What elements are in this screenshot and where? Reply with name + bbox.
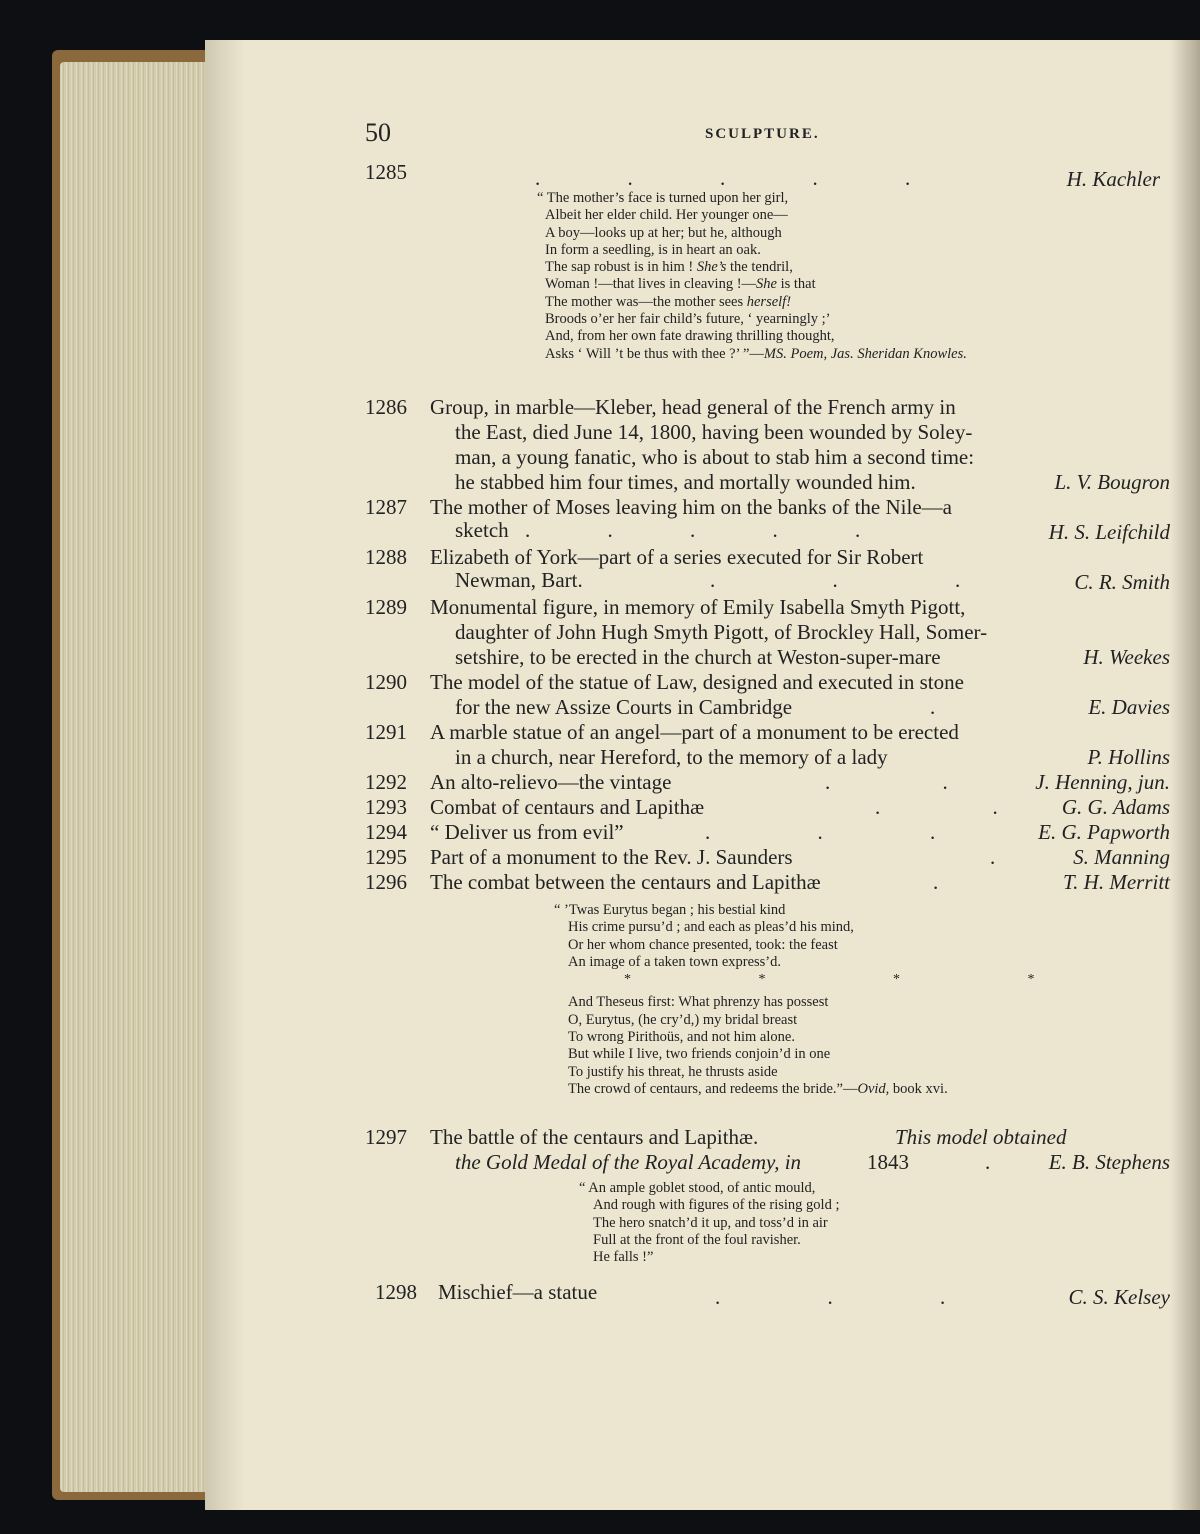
entry-title-line: Group, in marble—Kleber, head general of the French army in bbox=[430, 395, 956, 419]
entry-title-line: Newman, Bart. bbox=[455, 568, 583, 592]
entry-artist: E. Davies bbox=[1088, 695, 1170, 719]
entry-title: “ Deliver us from evil” bbox=[430, 820, 624, 844]
leader-dots: . . . . . bbox=[525, 518, 862, 542]
entry-title-line: he stabbed him four times, and mortally wounded him. bbox=[455, 470, 916, 494]
leader-dots: . . . . . bbox=[535, 166, 912, 190]
entry-title-line: in a church, near Hereford, to the memory of a lady bbox=[455, 745, 888, 769]
entry-number: 1288 bbox=[365, 545, 407, 569]
leader-dots: . . bbox=[875, 795, 999, 819]
entry-title: Part of a monument to the Rev. J. Saunders bbox=[430, 845, 793, 869]
entry-artist: H. S. Leifchild bbox=[1048, 520, 1170, 544]
entry-title-line: setshire, to be erected in the church at Weston-super-mare bbox=[455, 645, 941, 669]
entry-title-line: daughter of John Hugh Smyth Pigott, of Brockley Hall, Somer- bbox=[455, 620, 988, 644]
entry-artist: G. G. Adams bbox=[1061, 795, 1170, 819]
entry-artist: H. Kachler bbox=[1066, 167, 1160, 191]
entry-number: 1289 bbox=[365, 595, 407, 619]
entry-title: Mischief—a statue bbox=[438, 1280, 598, 1304]
entry-title: Combat of centaurs and Lapithæ bbox=[430, 795, 705, 819]
leader-dots: . bbox=[990, 845, 997, 869]
entry-number: 1296 bbox=[365, 870, 407, 894]
entry-artist: T. H. Merritt bbox=[1063, 870, 1170, 894]
leader-dots: . . bbox=[825, 770, 949, 794]
entry-title-line: for the new Assize Courts in Cambridge bbox=[455, 695, 793, 719]
entry-artist: E. G. Papworth bbox=[1038, 820, 1170, 844]
entry-artist: H. Weekes bbox=[1083, 645, 1170, 669]
page-number: 50 bbox=[365, 118, 391, 147]
entry-artist: C. R. Smith bbox=[1074, 570, 1170, 594]
entry-quote: “ The mother’s face is turned upon her girl, Albeit her elder child. Her younger one— A boy—looks up at her; but he, although In form a seedling, is in heart an oak. The sap robust is in him ! She’s the tendril, Woman !—that lives in cleaving !—She is that The mother was—the mother sees herself! Broods o’er her fair child’s future, ‘ yearningly ;’ And, from her own fate drawing thrilling thought, Asks ‘ Will ’t be thus with thee ?’ ”—MS. Poem, Jas. Sheridan Knowles. bbox=[537, 190, 967, 362]
entry-number: 1286 bbox=[365, 395, 407, 419]
entry-award-note: the Gold Medal of the Royal Academy, in bbox=[455, 1150, 802, 1174]
entry-title-line: sketch bbox=[455, 518, 509, 542]
entry-title-line: the East, died June 14, 1800, having been wounded by Soley- bbox=[455, 420, 973, 444]
entry-number: 1295 bbox=[365, 845, 407, 869]
entry-quote: “ ’Twas Eurytus began ; his bestial kind His crime pursu’d ; and each as pleas’d his mind, Or her whom chance presented, took: the feast An image of a taken town express’d. * * * * And Theseus first: What phrenzy has possest O, Eurytus, (he cry’d,) my bridal breast To wrong Pirithoüs, and not him alone. But while I live, two friends conjoin’d in one To justify his threat, he thrusts aside The crowd of centaurs, and redeems the bride.”—Ovid, book xvi. bbox=[554, 902, 1097, 1097]
entry-title-line: Elizabeth of York—part of a series executed for Sir Robert bbox=[430, 545, 924, 569]
entry-artist: S. Manning bbox=[1073, 845, 1170, 869]
leader-dots: . bbox=[933, 870, 940, 894]
entry-artist: C. S. Kelsey bbox=[1068, 1285, 1170, 1309]
entry-title-line: The mother of Moses leaving him on the banks of the Nile—a bbox=[430, 495, 952, 519]
entry-number: 1285 bbox=[365, 160, 407, 184]
entry-number: 1293 bbox=[365, 795, 407, 819]
entry-number: 1287 bbox=[365, 495, 407, 519]
catalogue-page bbox=[205, 40, 1200, 1510]
entry-title-line: The battle of the centaurs and Lapithæ. bbox=[430, 1125, 759, 1149]
entry-quote: “ An ample goblet stood, of antic mould, And rough with figures of the rising gold ; The hero snatch’d it up, and toss’d in air Full at the front of the foul ravisher. He falls !” bbox=[579, 1180, 840, 1266]
entry-artist: J. Henning, jun. bbox=[1035, 770, 1170, 794]
page-gutter-shadow bbox=[1170, 40, 1200, 1510]
entry-title-line: Monumental figure, in memory of Emily Isabella Smyth Pigott, bbox=[430, 595, 966, 619]
entry-title: An alto-relievo—the vintage bbox=[430, 770, 672, 794]
entry-number: 1290 bbox=[365, 670, 407, 694]
entry-title-line: A marble statue of an angel—part of a monument to be erected bbox=[430, 720, 959, 744]
entry-number: 1292 bbox=[365, 770, 407, 794]
leader-dots: . . . bbox=[705, 820, 937, 844]
entry-title: The combat between the centaurs and Lapithæ bbox=[430, 870, 821, 894]
entry-number: 1291 bbox=[365, 720, 407, 744]
entry-number: 1297 bbox=[365, 1125, 407, 1149]
entry-award-note: This model obtained bbox=[895, 1125, 1067, 1149]
page-edges bbox=[60, 62, 210, 1492]
entry-artist: L. V. Bougron bbox=[1054, 470, 1170, 494]
running-head: SCULPTURE. bbox=[705, 126, 820, 142]
leader-dots: . . . bbox=[710, 568, 962, 592]
entry-number: 1294 bbox=[365, 820, 407, 844]
entry-title-line: The model of the statue of Law, designed and executed in stone bbox=[430, 670, 964, 694]
leader-dots: . bbox=[985, 1150, 992, 1174]
entry-number: 1298 bbox=[375, 1280, 417, 1304]
leader-dots: . bbox=[930, 695, 937, 719]
entry-title-line: man, a young fanatic, who is about to stab him a second time: bbox=[455, 445, 975, 469]
entry-artist: P. Hollins bbox=[1087, 745, 1170, 769]
entry-artist: E. B. Stephens bbox=[1048, 1150, 1170, 1174]
leader-dots: . . . bbox=[715, 1285, 947, 1309]
award-year: 1843 bbox=[867, 1150, 909, 1174]
